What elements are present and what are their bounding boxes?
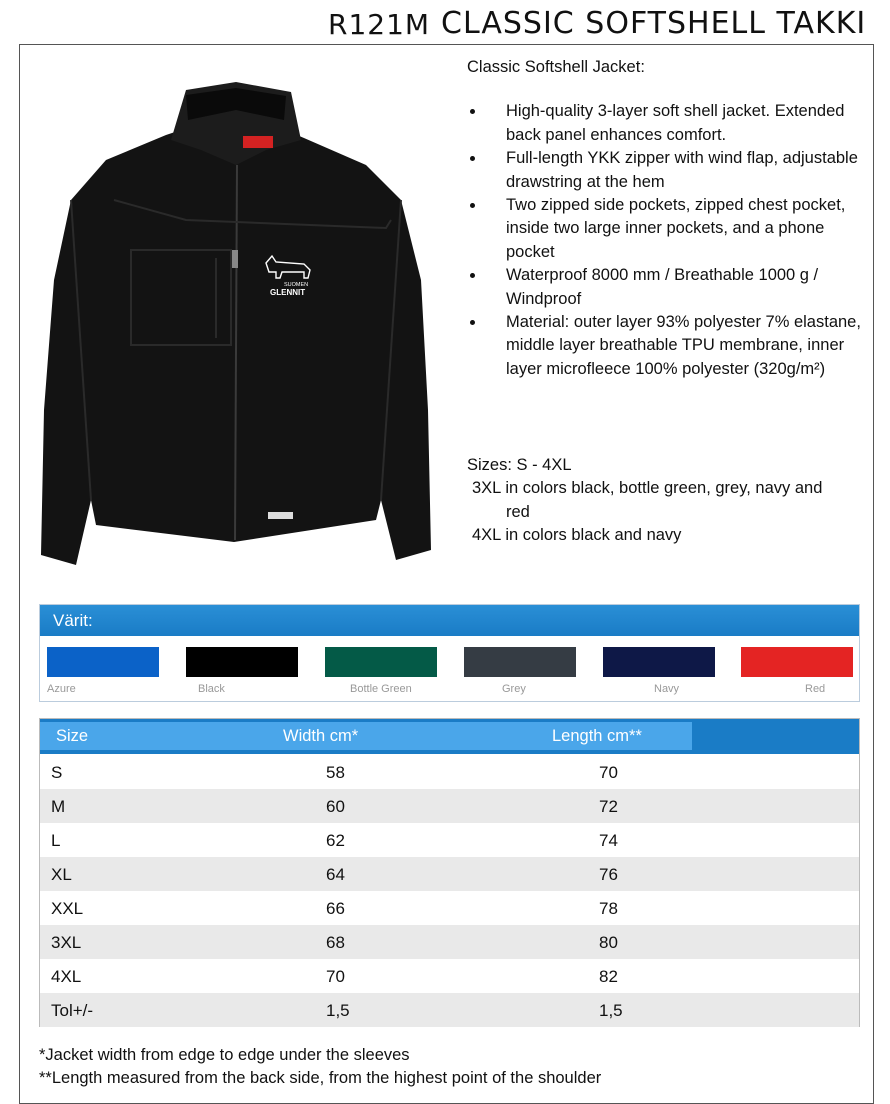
cell-size: XL	[51, 865, 72, 884]
size-table	[39, 718, 860, 1027]
cell-size: L	[51, 831, 61, 850]
cell-width: 68	[326, 933, 345, 952]
swatch-label-navy: Navy	[654, 683, 680, 695]
cell-width: 64	[326, 865, 345, 884]
swatch-label-red: Red	[805, 683, 826, 695]
table-row	[40, 857, 859, 891]
product-code: R121M	[328, 8, 431, 41]
page-header	[0, 0, 890, 44]
cell-width: 70	[326, 967, 345, 986]
cell-length: 1,5	[599, 1001, 623, 1020]
swatch-label-black: Black	[198, 683, 225, 695]
table-row	[40, 823, 859, 857]
size-note-4xl: 4XL in colors black and navy	[472, 526, 682, 545]
header-size: Size	[56, 727, 89, 745]
swatch-black	[186, 647, 298, 677]
swatch-navy	[603, 647, 715, 677]
table-row	[40, 925, 859, 959]
feature-item: Full-length YKK zipper with wind flap, adjustable drawstring at the hem	[467, 147, 867, 194]
cell-width: 60	[326, 797, 345, 816]
swatch-red	[741, 647, 853, 677]
cell-length: 82	[599, 967, 618, 986]
feature-list	[467, 100, 867, 381]
swatch-grey	[464, 647, 576, 677]
table-row	[40, 959, 859, 993]
jacket-image	[36, 80, 431, 575]
swatch-label-grey: Grey	[502, 683, 526, 695]
feature-item: Two zipped side pockets, zipped chest pocket, inside two large inner pockets, and a phone pocket	[467, 194, 867, 264]
footnotes	[39, 1044, 601, 1091]
swatch-label-bottle-green: Bottle Green	[350, 683, 412, 695]
cell-width: 62	[326, 831, 345, 850]
header-width: Width cm*	[283, 727, 359, 745]
size-table-header	[40, 719, 859, 754]
product-title: CLASSIC SOFTSHELL TAKKI	[441, 6, 867, 41]
footnote-width: *Jacket width from edge to edge under the sleeves	[39, 1046, 410, 1064]
logo-line1: SUOMEN	[284, 282, 309, 288]
size-range: Sizes: S - 4XL	[467, 456, 572, 474]
table-row	[40, 891, 859, 925]
cell-length: 78	[599, 899, 618, 918]
cell-size: M	[51, 797, 66, 816]
cell-length: 70	[599, 763, 618, 782]
table-row	[40, 789, 859, 823]
table-row	[40, 755, 859, 789]
cell-size: XXL	[51, 899, 84, 918]
swatch-label-azure: Azure	[47, 683, 76, 695]
cell-width: 66	[326, 899, 345, 918]
colors-panel	[39, 604, 860, 702]
cell-size: 4XL	[51, 967, 82, 986]
colors-header	[40, 605, 859, 636]
footnote-length: **Length measured from the back side, from the highest point of the shoulder	[39, 1069, 602, 1088]
feature-item: Material: outer layer 93% polyester 7% elastane, middle layer breathable TPU membrane, inner layer microfleece 100% polyester (320g/m²)	[467, 311, 867, 381]
header-length: Length cm**	[552, 727, 642, 745]
cell-length: 80	[599, 933, 618, 952]
table-row	[40, 993, 859, 1027]
feature-item: Waterproof 8000 mm / Breathable 1000 g / Windproof	[467, 264, 867, 311]
size-note-3xl: 3XL in colors black, bottle green, grey, navy and	[472, 479, 823, 498]
cell-width: 1,5	[326, 1001, 350, 1020]
product-description	[467, 56, 867, 381]
cell-width: 58	[326, 763, 345, 782]
description-intro: Classic Softshell Jacket:	[467, 58, 645, 76]
logo-line2: GLENNIT	[270, 288, 306, 297]
cell-size: 3XL	[51, 933, 82, 952]
cell-length: 72	[599, 797, 618, 816]
colors-title: Värit:	[53, 611, 93, 630]
swatch-bottle-green	[325, 647, 437, 677]
cell-size: S	[51, 763, 63, 782]
feature-item: High-quality 3-layer soft shell jacket. Extended back panel enhances comfort.	[467, 100, 867, 147]
sizes-info	[467, 454, 867, 548]
cell-size: Tol+/-	[51, 1001, 94, 1020]
swatch-azure	[47, 647, 159, 677]
size-note-3xl-cont: red	[506, 502, 530, 521]
cell-length: 74	[599, 831, 618, 850]
cell-length: 76	[599, 865, 618, 884]
